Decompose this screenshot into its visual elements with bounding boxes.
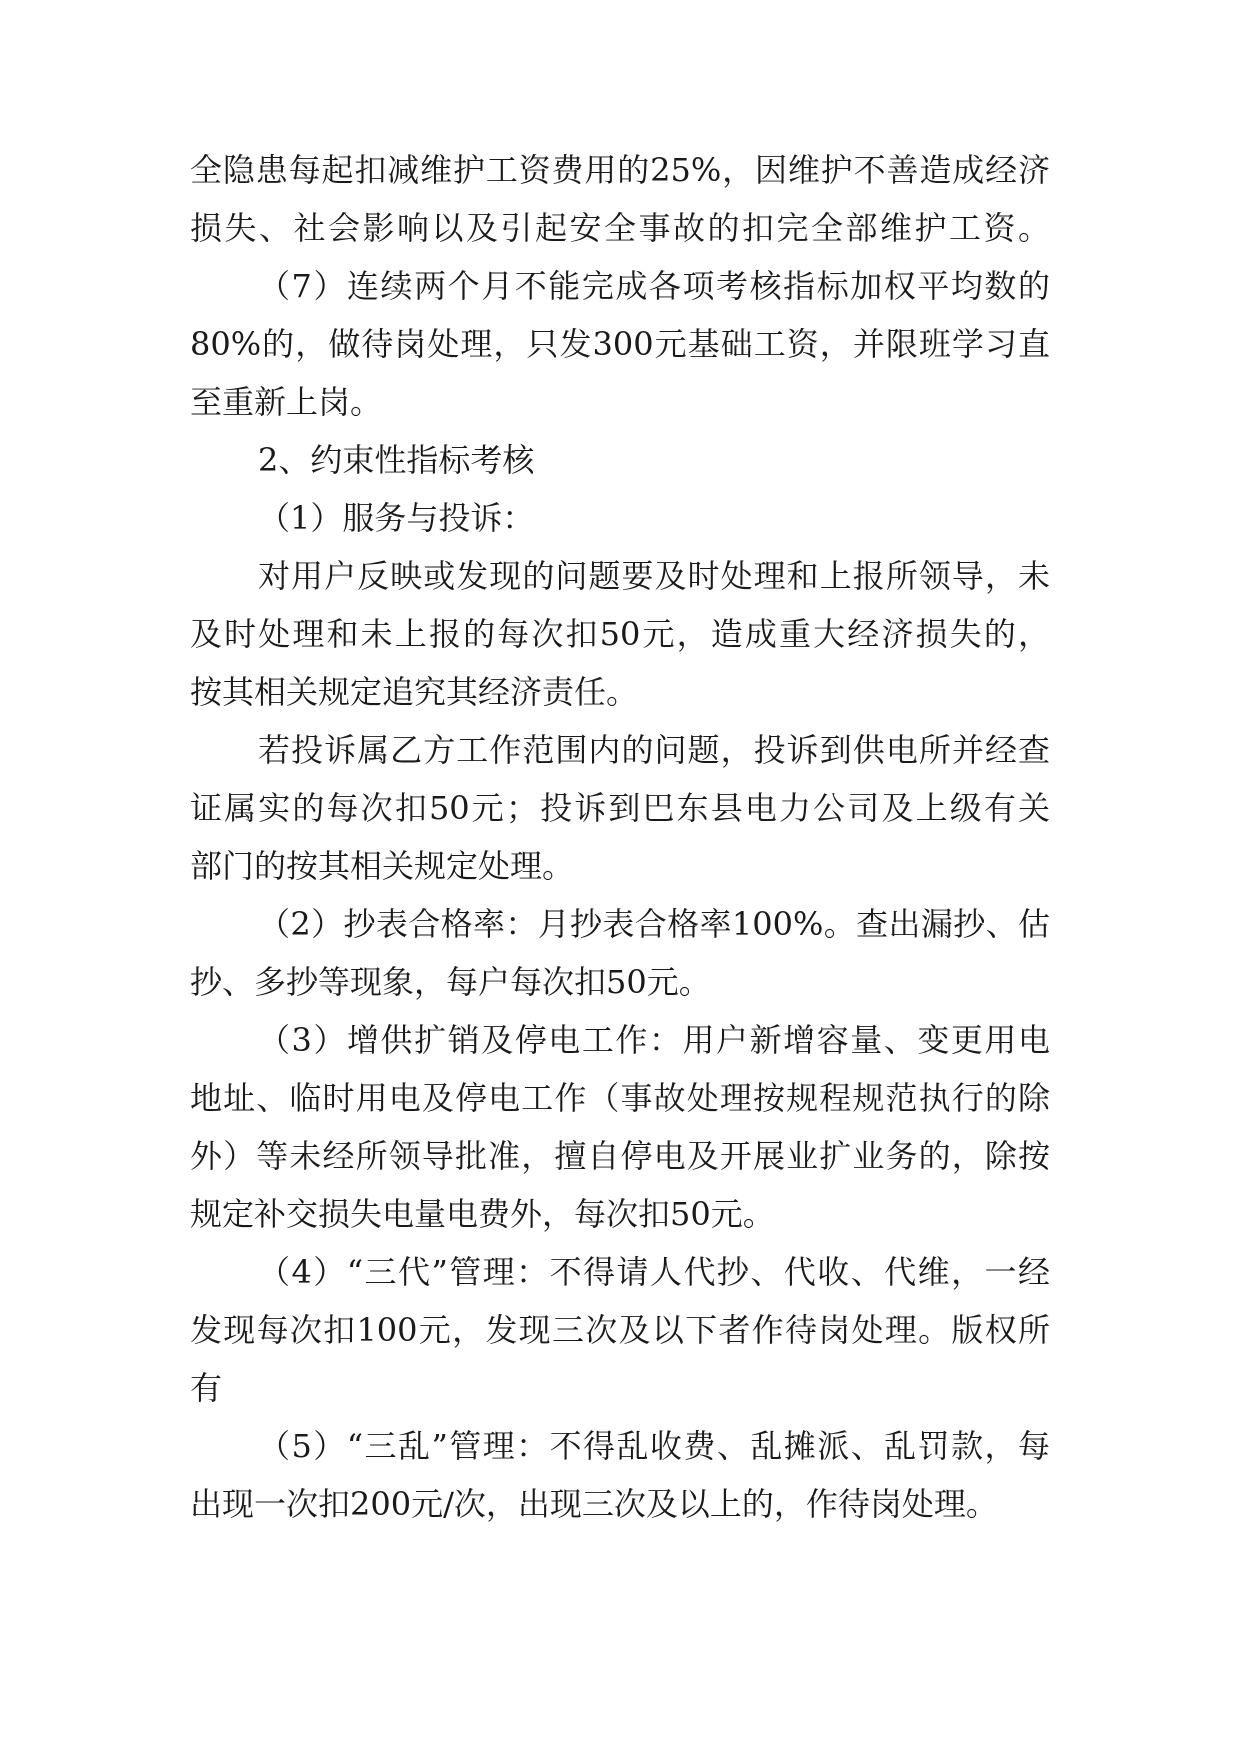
text-line: 对用户反映或发现的问题要及时处理和上报所领导，未 [258, 557, 1050, 595]
text-line: 规定补交损失电量电费外，每次扣50元。 [190, 1195, 775, 1233]
text-line: （5）“三乱”管理：不得乱收费、乱摊派、乱罚款，每 [258, 1427, 1050, 1465]
text-line: 证属实的每次扣50元；投诉到巴东县电力公司及上级有关 [190, 789, 1050, 827]
text-line: 地址、临时用电及停电工作（事故处理按规程规范执行的除 [190, 1079, 1050, 1117]
text-line: 发现每次扣100元，发现三次及以下者作待岗处理。版权所 [190, 1311, 1050, 1349]
text-line: （4）“三代”管理：不得请人代抄、代收、代维，一经 [258, 1253, 1050, 1291]
text-line: 80%的，做待岗处理，只发300元基础工资，并限班学习直 [190, 325, 1050, 363]
text-line: 至重新上岗。 [190, 383, 383, 421]
text-line: （3）增供扩销及停电工作：用户新增容量、变更用电 [258, 1021, 1050, 1059]
text-line: 按其相关规定追究其经济责任。 [190, 673, 639, 711]
text-line: 外）等未经所领导批准，擅自停电及开展业扩业务的，除按 [190, 1137, 1050, 1175]
text-line: （7）连续两个月不能完成各项考核指标加权平均数的 [258, 267, 1050, 305]
text-line: 有 [190, 1369, 223, 1407]
section-heading: 2、约束性指标考核 [258, 441, 535, 479]
text-line: 抄、多抄等现象，每户每次扣50元。 [190, 963, 711, 1001]
subsection-heading: （1）服务与投诉： [258, 499, 535, 537]
text-line: 若投诉属乙方工作范围内的问题，投诉到供电所并经查 [258, 731, 1050, 769]
text-line: 及时处理和未上报的每次扣50元，造成重大经济损失的， [190, 615, 1050, 653]
text-line: 全隐患每起扣减维护工资费用的25%，因维护不善造成经济 [190, 151, 1050, 189]
text-line: 部门的按其相关规定处理。 [190, 847, 575, 885]
text-line: 损失、社会影响以及引起安全事故的扣完全部维护工资。 [190, 209, 1050, 247]
text-line: 出现一次扣200元/次，出现三次及以上的，作待岗处理。 [190, 1485, 998, 1523]
text-line: （2）抄表合格率：月抄表合格率100%。查出漏抄、估 [258, 905, 1050, 943]
